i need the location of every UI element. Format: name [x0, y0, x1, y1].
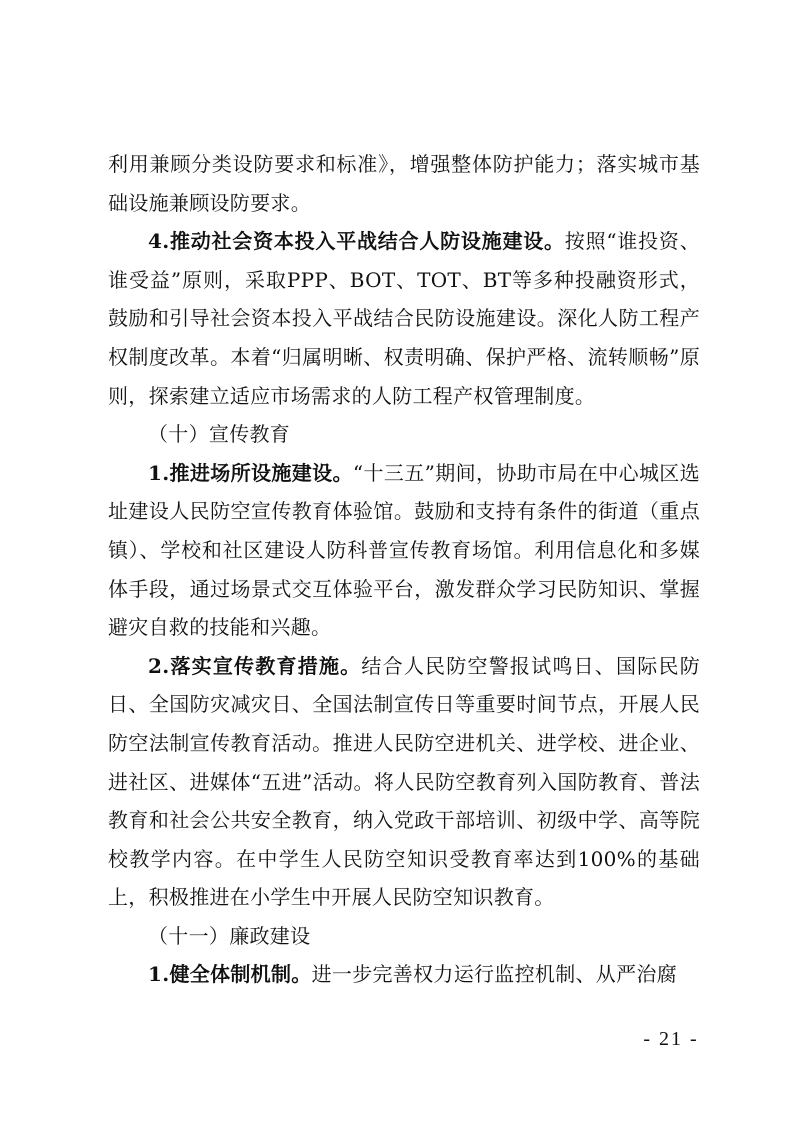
paragraph-text: 利用兼顾分类设防要求和标准》，增强整体防护能力；落实城市基础设施兼顾设防要求。 [108, 152, 700, 215]
paragraph-text: 进一步完善权力运行监控机制、从严治腐 [311, 962, 677, 987]
section-title: （十一）廉政建设 [148, 923, 311, 948]
paragraph-heading: 1.健全体制机制。 [148, 962, 312, 987]
page-number: - 21 - [643, 1028, 699, 1050]
paragraph-text: 按照“谁投资、谁受益”原则，采取PPP、BOT、TOT、BT等多种投融资形式，鼓励和引导社会资本投入平战结合民防设施建设。深化人防工程产权制度改革。本着“归属明晰、权责明确、保护严格、流转顺畅”原则，探索建立适应市场需求的人防工程产权管理制度。 [108, 229, 701, 408]
paragraph-social-capital [108, 222, 700, 415]
paragraph-heading: 2.落实宣传教育措施。 [148, 653, 362, 678]
paragraph-institutions [108, 955, 700, 994]
paragraph-heading: 1.推进场所设施建设。 [148, 460, 353, 485]
section-heading-integrity [108, 917, 700, 956]
paragraph-venue-facilities [108, 454, 700, 647]
paragraph-text: “十三五”期间，协助市局在中心城区选址建设人民防空宣传教育体验馆。鼓励和支持有条件的街道（重点镇）、学校和社区建设人防科普宣传教育场馆。利用信息化和多媒体手段，通过场景式交互体验平台，激发群众学习民防知识、掌握避灾自救的技能和兴趣。 [108, 460, 700, 640]
section-title: （十）宣传教育 [148, 422, 291, 447]
document-body [108, 145, 700, 994]
paragraph-continuation [108, 145, 700, 222]
paragraph-education-measures [108, 647, 700, 917]
paragraph-text: 结合人民防空警报试鸣日、国际民防日、全国防灾减灾日、全国法制宣传日等重要时间节点，开展人民防空法制宣传教育活动。推进人民防空进机关、进学校、进企业、进社区、进媒体“五进”活动。将人民防空教育列入国防教育、普法教育和社会公共安全教育，纳入党政干部培训、初级中学、高等院校教学内容。在中学生人民防空知识受教育率达到100%的基础上，积极推进在小学生中开展人民防空知识教育。 [108, 653, 700, 910]
section-heading-publicity [108, 415, 700, 454]
paragraph-heading: 4.推动社会资本投入平战结合人防设施建设。 [148, 229, 565, 254]
